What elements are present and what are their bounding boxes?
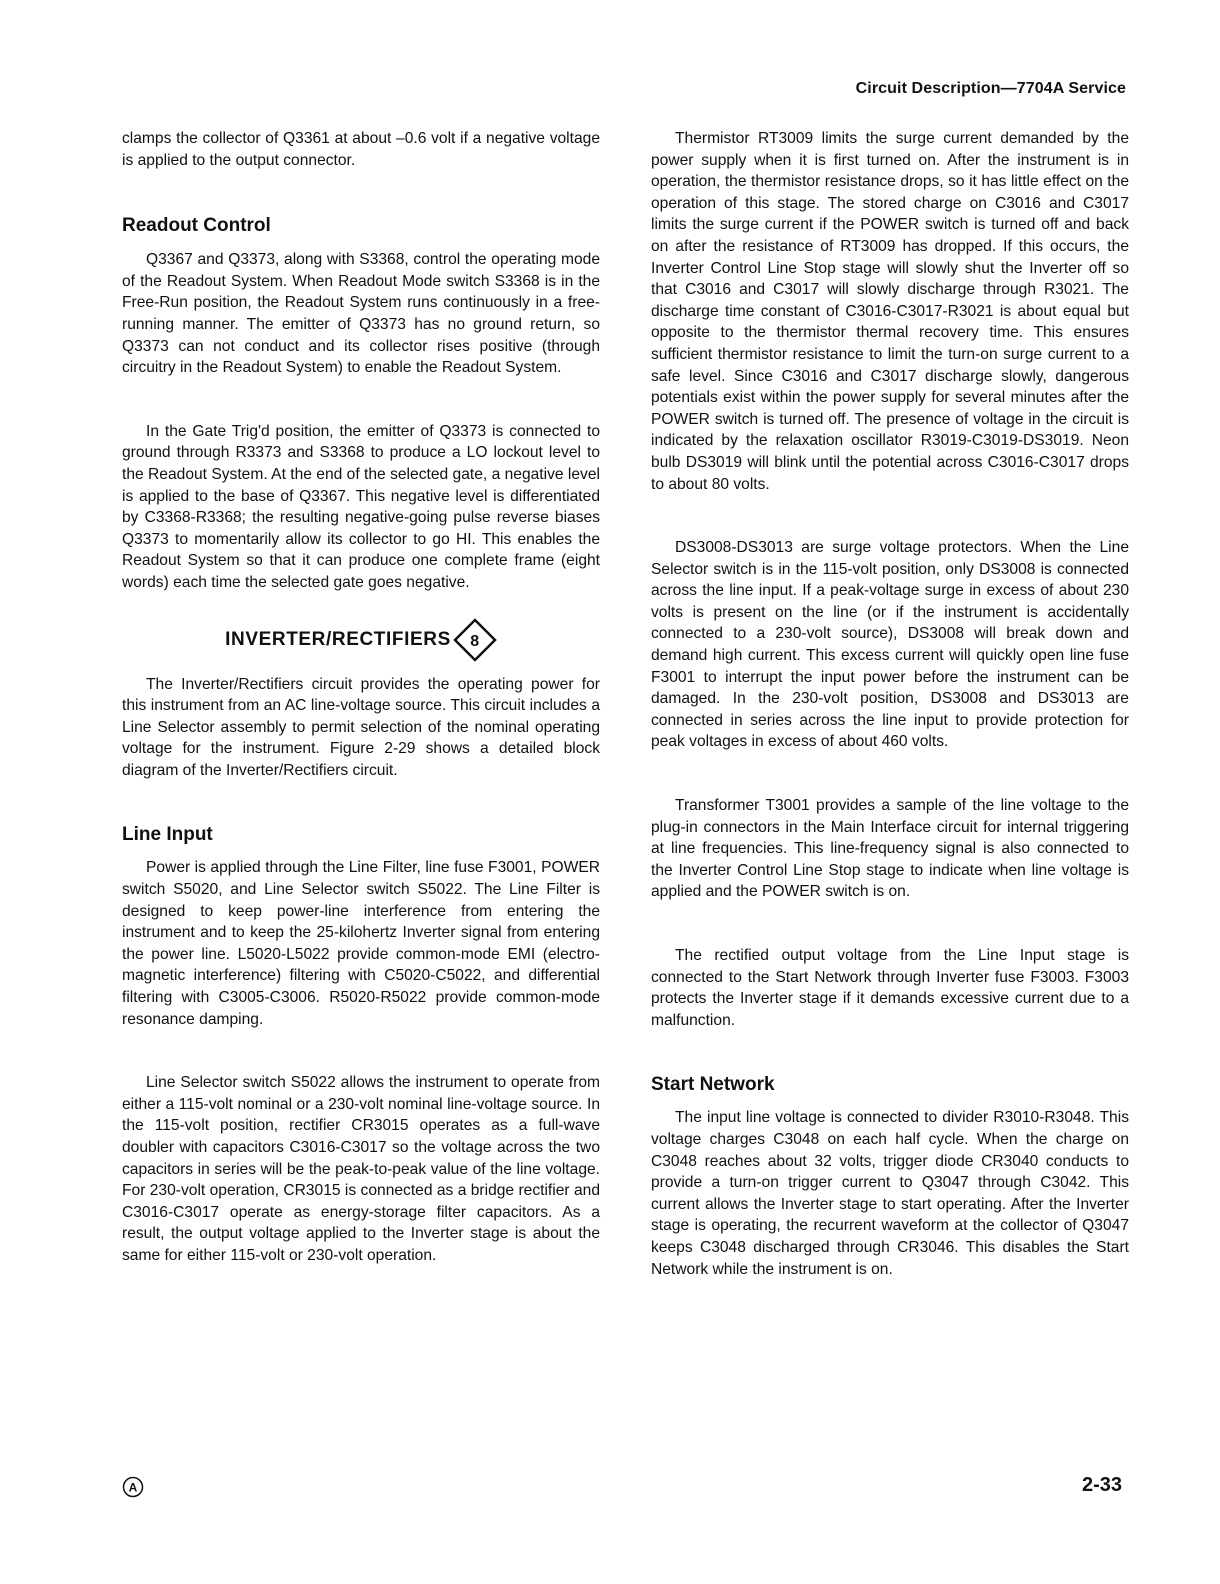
paragraph-line-filter: Power is applied through the Line Filter, line fuse F3001, POWER switch S5020, and Line Selector switch S5022. The Line Filter is designed to keep power-line interference from entering the instrument and to keep the 25-kilohertz Inverter signal from entering the power line. L5020-L5022 provide common-mode EMI (electro-magnetic interference) filtering with C5020-C5022, and differential filtering with C3005-C3006. R5020-R5022 provide common-mode resonance damping. bbox=[122, 859, 600, 1028]
paragraph-surge-protectors: DS3008-DS3013 are surge voltage protectors. When the Line Selector switch is in the 115-volt position, only DS3008 is connected across the line input. If a peak-voltage surge in excess of about 230 volts is present on the line (or if the instrument is accidentally connected to a 230-volt source), DS3008 will break down and demand high current. This excess current will quickly open line fuse F3001 to interrupt the input power before the instrument can be damaged. In the 230-volt position, DS3008 and DS3013 are connected in series across the line input to provide protection for peak voltages in excess of about 460 volts. bbox=[651, 539, 1129, 751]
section-title-text: INVERTER/RECTIFIERS bbox=[225, 628, 451, 650]
page-number: 2-33 bbox=[1081, 1474, 1122, 1496]
paragraph-start-network: The input line voltage is connected to divider R3010-R3048. This voltage charges C3048 on each half cycle. When the charge on C3048 reaches about 32 volts, trigger diode CR3040 conducts to provide a turn-on trigger current to Q3047 through C3042. This current allows the Inverter stage to start operating. After the Inverter stage is operating, the recurrent waveform at the collector of Q3047 keeps C3048 discharged through CR3046. This disables the Start Network while the instrument is on. bbox=[651, 1109, 1129, 1278]
revision-mark-icon bbox=[122, 1476, 144, 1498]
heading-start-network: Start Network bbox=[651, 1074, 775, 1096]
paragraph-rectified-output: The rectified output voltage from the Line Input stage is connected to the Start Network through Inverter fuse F3003. F3003 protects the Inverter stage if it demands excessive current due to a malfunction. bbox=[651, 947, 1129, 1029]
diagram-number-diamond-icon bbox=[453, 618, 497, 662]
paragraph-gate-trigd: In the Gate Trig'd position, the emitter of Q3373 is connected to ground through R3373 and S3368 to produce a LO lockout level to the Readout System. At the end of the selected gate, a negative level is applied to the base of Q3367. This negative level is differentiated by C3368-R3368; the resulting negative-going pulse reverse biases Q3373 to momentarily allow its collector to go HI. This enables the Readout System so that it can produce one complete frame (eight words) each time the selected gate goes negative. bbox=[122, 422, 600, 591]
paragraph-thermistor: Thermistor RT3009 limits the surge current demanded by the power supply when it is first turned on. After the instrument is in operation, the thermistor resistance drops, so it has little effect on the operation of this stage. The stored charge on C3016 and C3017 limits the surge current if the POWER switch is turned off and back on after the resistance of RT3009 has dropped. If this occurs, the Inverter Control Line Stop stage will slowly shut the Inverter off so that C3016 and C3017 will slowly discharge through R3021. The discharge time constant of C3016-C3017-R3021 is about equal but opposite to the thermistor thermal recovery time. This ensures sufficient thermistor resistance to limit the turn-on surge current to a safe level. Since C3016 and C3017 discharge slowly, dangerous potentials exist within the power supply for several minutes after the POWER switch is turned off. The presence of voltage in the circuit is indicated by the relaxation oscillator R3019-C3019-DS3019. Neon bulb DS3019 will blink until the potential across C3016-C3017 drops to about 80 volts. bbox=[651, 130, 1129, 493]
paragraph-readout-mode: Q3367 and Q3373, along with S3368, control the operating mode of the Readout System. When Readout Mode switch S3368 is in the Free-Run position, the Readout System runs continuously in a free-running manner. The emitter of Q3373 has no ground return, so Q3373 can not conduct and its collector rises positive (through circuitry in the Readout System) to enable the Readout System. bbox=[122, 251, 600, 377]
paragraph-inverter-intro: The Inverter/Rectifiers circuit provides the operating power for this instrument from an AC line-voltage source. This circuit includes a Line Selector assembly to permit selection of the nominal operating voltage for the instrument. Figure 2-29 shows a detailed block diagram of the Inverter/Rectifiers circuit. bbox=[122, 675, 600, 779]
paragraph-line-selector: Line Selector switch S5022 allows the instrument to operate from either a 115-volt nominal or a 230-volt nominal line-voltage source. In the 115-volt position, rectifier CR3015 operates as a full-wave doubler with capacitors C3016-C3017 so the voltage across the two capacitors in series will be the peak-to-peak value of the line voltage. For 230-volt operation, CR3015 is connected as a bridge rectifier and C3016-C3017 operate as energy-storage filter capacitors. As a result, the output voltage applied to the Inverter stage is about the same for either 115-volt or 230-volt operation. bbox=[122, 1074, 600, 1264]
diagram-number-text: 8 bbox=[470, 632, 480, 650]
revision-mark-text: A bbox=[128, 1480, 138, 1495]
heading-readout-control: Readout Control bbox=[122, 215, 271, 237]
section-title-inverter-rectifiers bbox=[122, 618, 600, 662]
paragraph-continued: clamps the collector of Q3361 at about –0.6 volt if a negative voltage is applied to the output connector. bbox=[122, 130, 600, 169]
page-header-title: Circuit Description—7704A Service bbox=[855, 80, 1126, 97]
heading-line-input: Line Input bbox=[122, 824, 213, 846]
left-column bbox=[122, 128, 600, 1267]
right-column bbox=[651, 128, 1129, 1280]
paragraph-transformer: Transformer T3001 provides a sample of the line voltage to the plug-in connectors in the Main Interface circuit for internal triggering at line frequencies. This line-frequency signal is also connected to the Inverter Control Line Stop stage to indicate when line voltage is applied and the POWER switch is on. bbox=[651, 797, 1129, 901]
